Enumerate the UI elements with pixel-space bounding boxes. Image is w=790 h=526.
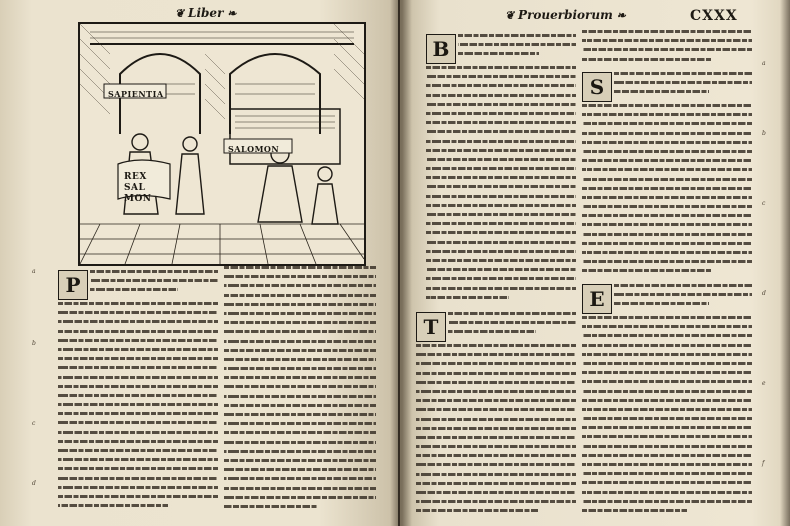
margin-mark-a: a [32, 268, 36, 275]
text-line [224, 459, 376, 462]
text-line [614, 81, 752, 84]
text-line [224, 385, 376, 388]
margin-mark-b: b [32, 340, 36, 347]
text-line [416, 418, 576, 421]
text-line [224, 431, 376, 434]
text-line [426, 268, 576, 271]
right-column-1-bottom [416, 344, 576, 520]
margin-mark-f: f [762, 460, 765, 467]
text-line [426, 149, 576, 152]
text-line [416, 408, 576, 411]
text-line [416, 473, 576, 476]
text-line [224, 441, 376, 444]
text-line [582, 168, 752, 171]
text-line [582, 141, 752, 144]
text-line [426, 277, 576, 280]
text-line [582, 472, 752, 475]
text-line [426, 66, 576, 69]
text-line [582, 233, 752, 236]
text-line [582, 30, 752, 33]
text-line [426, 112, 576, 115]
right-running-head [505, 8, 626, 22]
text-line [582, 408, 752, 411]
text-line [582, 334, 752, 337]
banner-line-1: REX SAL [124, 172, 147, 193]
text-line [426, 103, 576, 106]
text-line [582, 316, 752, 319]
text-line [416, 491, 576, 494]
text-line [582, 113, 752, 116]
text-line [582, 380, 752, 383]
text-block [90, 270, 218, 291]
text-line [426, 259, 576, 262]
text-line [582, 132, 752, 135]
text-line [582, 159, 752, 162]
right-column-1 [426, 66, 576, 310]
text-line [426, 167, 576, 170]
text-line [224, 450, 376, 453]
text-line [582, 500, 752, 503]
text-line [426, 222, 576, 225]
right-column-2-top [582, 30, 752, 70]
text-line [582, 150, 752, 153]
right-page [400, 0, 790, 526]
left-column-2 [224, 266, 376, 520]
text-line [426, 158, 576, 161]
text-line [224, 413, 376, 416]
text-line [582, 48, 752, 51]
folio-number: CXXX [690, 8, 738, 24]
text-line [426, 241, 576, 244]
text-line [224, 284, 376, 287]
right-column-1-top [458, 34, 576, 64]
text-line [58, 431, 218, 434]
text-line [416, 454, 576, 457]
text-line [224, 349, 376, 352]
text-line [58, 357, 218, 360]
text-line [582, 426, 752, 429]
text-line [224, 468, 376, 471]
text-line [58, 348, 218, 351]
text-line [426, 296, 509, 299]
margin-mark-d: d [762, 290, 766, 297]
left-running-head [175, 6, 236, 20]
text-line [224, 321, 376, 324]
margin-mark-c: c [32, 420, 36, 427]
text-line [458, 52, 539, 55]
drop-cap-initial: S [582, 72, 612, 102]
text-line [582, 187, 752, 190]
text-line [224, 275, 376, 278]
text-block [58, 302, 218, 507]
text-line [426, 204, 576, 207]
text-line [426, 121, 576, 124]
text-line [58, 449, 218, 452]
text-block [224, 266, 376, 508]
text-block [458, 34, 576, 55]
text-line [416, 500, 576, 503]
text-block [448, 312, 576, 333]
text-line [224, 312, 376, 315]
text-line [582, 481, 752, 484]
text-line [416, 399, 576, 402]
text-line [58, 366, 218, 369]
text-line [58, 376, 218, 379]
text-line [582, 454, 752, 457]
text-line [90, 288, 178, 291]
text-line [416, 362, 576, 365]
text-line [224, 505, 318, 508]
text-line [448, 330, 536, 333]
woodcut-banner [124, 172, 170, 205]
woodcut-inscription-middle: SALOMON [228, 144, 280, 154]
right-column-2-bottom [582, 316, 752, 520]
book-gutter [390, 0, 412, 526]
banner-line-2: MON [124, 194, 152, 204]
text-line [582, 491, 752, 494]
text-line [58, 412, 218, 415]
text-line [416, 436, 576, 439]
text-line [58, 440, 218, 443]
text-line [582, 509, 687, 512]
text-line [224, 358, 376, 361]
woodcut-inscription-top: SAPIENTIA [108, 89, 164, 99]
text-block [614, 284, 752, 305]
text-line [582, 344, 752, 347]
margin-mark-c: c [762, 200, 766, 207]
margin-mark-e: e [762, 380, 766, 387]
text-line [448, 321, 576, 324]
text-line [582, 399, 752, 402]
text-line [582, 463, 752, 466]
text-line [582, 269, 711, 272]
text-line [426, 231, 576, 234]
text-line [582, 104, 752, 107]
right-column-2 [582, 104, 752, 282]
text-block [582, 104, 752, 272]
text-block [582, 316, 752, 512]
text-line [224, 477, 376, 480]
ornament-icon: ❦ [505, 9, 519, 22]
text-line [58, 320, 218, 323]
drop-cap-initial: T [416, 312, 446, 342]
text-line [58, 403, 218, 406]
text-line [224, 303, 376, 306]
text-block [426, 66, 576, 299]
text-line [582, 362, 752, 365]
text-line [426, 176, 576, 179]
text-line [224, 340, 376, 343]
text-line [582, 260, 752, 263]
text-line [582, 205, 752, 208]
text-line [224, 395, 376, 398]
text-line [614, 90, 709, 93]
text-block [582, 30, 752, 61]
text-line [426, 213, 576, 216]
text-line [582, 196, 752, 199]
text-line [582, 58, 711, 61]
text-line [582, 39, 752, 42]
text-line [614, 293, 752, 296]
text-line [224, 487, 376, 490]
text-line [224, 422, 376, 425]
text-line [416, 381, 576, 384]
ornament-icon: ❧ [612, 9, 626, 22]
text-line [458, 34, 576, 37]
text-line [224, 367, 376, 370]
margin-mark-b: b [762, 130, 766, 137]
woodcut-scene [80, 24, 364, 264]
text-line [58, 302, 218, 305]
text-line [58, 467, 218, 470]
text-line [582, 435, 752, 438]
text-line [58, 477, 218, 480]
text-line [58, 311, 218, 314]
text-line [582, 390, 752, 393]
text-line [58, 495, 218, 498]
text-line [426, 84, 576, 87]
text-line [426, 250, 576, 253]
text-line [426, 195, 576, 198]
text-line [614, 284, 752, 287]
text-line [582, 371, 752, 374]
right-running-head-text: Prouerbiorum [518, 8, 613, 22]
text-line [416, 344, 576, 347]
text-line [58, 339, 218, 342]
text-line [90, 270, 218, 273]
text-line [426, 75, 576, 78]
right-column-2-initial-run-2 [614, 284, 752, 314]
text-line [426, 287, 576, 290]
text-line [416, 353, 576, 356]
text-line [58, 330, 218, 333]
text-line [426, 185, 576, 188]
text-line [582, 417, 752, 420]
text-block [416, 344, 576, 512]
text-line [224, 496, 376, 499]
text-line [416, 482, 576, 485]
text-line [582, 251, 752, 254]
ornament-icon: ❧ [223, 7, 237, 20]
text-line [582, 445, 752, 448]
drop-cap-initial: P [58, 270, 88, 300]
text-line [582, 223, 752, 226]
margin-mark-d: d [32, 480, 36, 487]
text-line [416, 463, 576, 466]
text-line [58, 385, 218, 388]
text-line [224, 294, 376, 297]
text-line [90, 279, 218, 282]
text-block [614, 72, 752, 93]
left-running-head-text: Liber [188, 6, 224, 20]
text-line [58, 504, 168, 507]
ornament-icon: ❦ [175, 7, 189, 20]
text-line [582, 325, 752, 328]
page-edge-shadow [780, 0, 790, 526]
drop-cap-initial: E [582, 284, 612, 314]
right-column-1-mid [448, 312, 576, 342]
text-line [582, 353, 752, 356]
text-line [58, 421, 218, 424]
woodcut-illustration [78, 22, 366, 266]
text-line [614, 72, 752, 75]
margin-mark-a: a [762, 60, 766, 67]
text-line [582, 242, 752, 245]
left-column-1 [58, 302, 218, 520]
text-line [426, 94, 576, 97]
text-line [224, 330, 376, 333]
text-line [58, 486, 218, 489]
text-line [224, 376, 376, 379]
text-line [58, 394, 218, 397]
text-line [458, 43, 576, 46]
text-line [224, 404, 376, 407]
text-line [448, 312, 576, 315]
text-line [416, 427, 576, 430]
drop-cap-initial: B [426, 34, 456, 64]
text-line [582, 214, 752, 217]
left-column-1-top [90, 270, 218, 300]
text-line [58, 458, 218, 461]
text-line [582, 122, 752, 125]
right-column-2-initial-run [614, 72, 752, 102]
text-line [416, 445, 576, 448]
text-line [614, 302, 709, 305]
text-line [582, 178, 752, 181]
text-line [416, 509, 538, 512]
text-line [426, 130, 576, 133]
text-line [426, 140, 576, 143]
text-line [224, 266, 376, 269]
text-line [416, 390, 576, 393]
text-line [416, 372, 576, 375]
